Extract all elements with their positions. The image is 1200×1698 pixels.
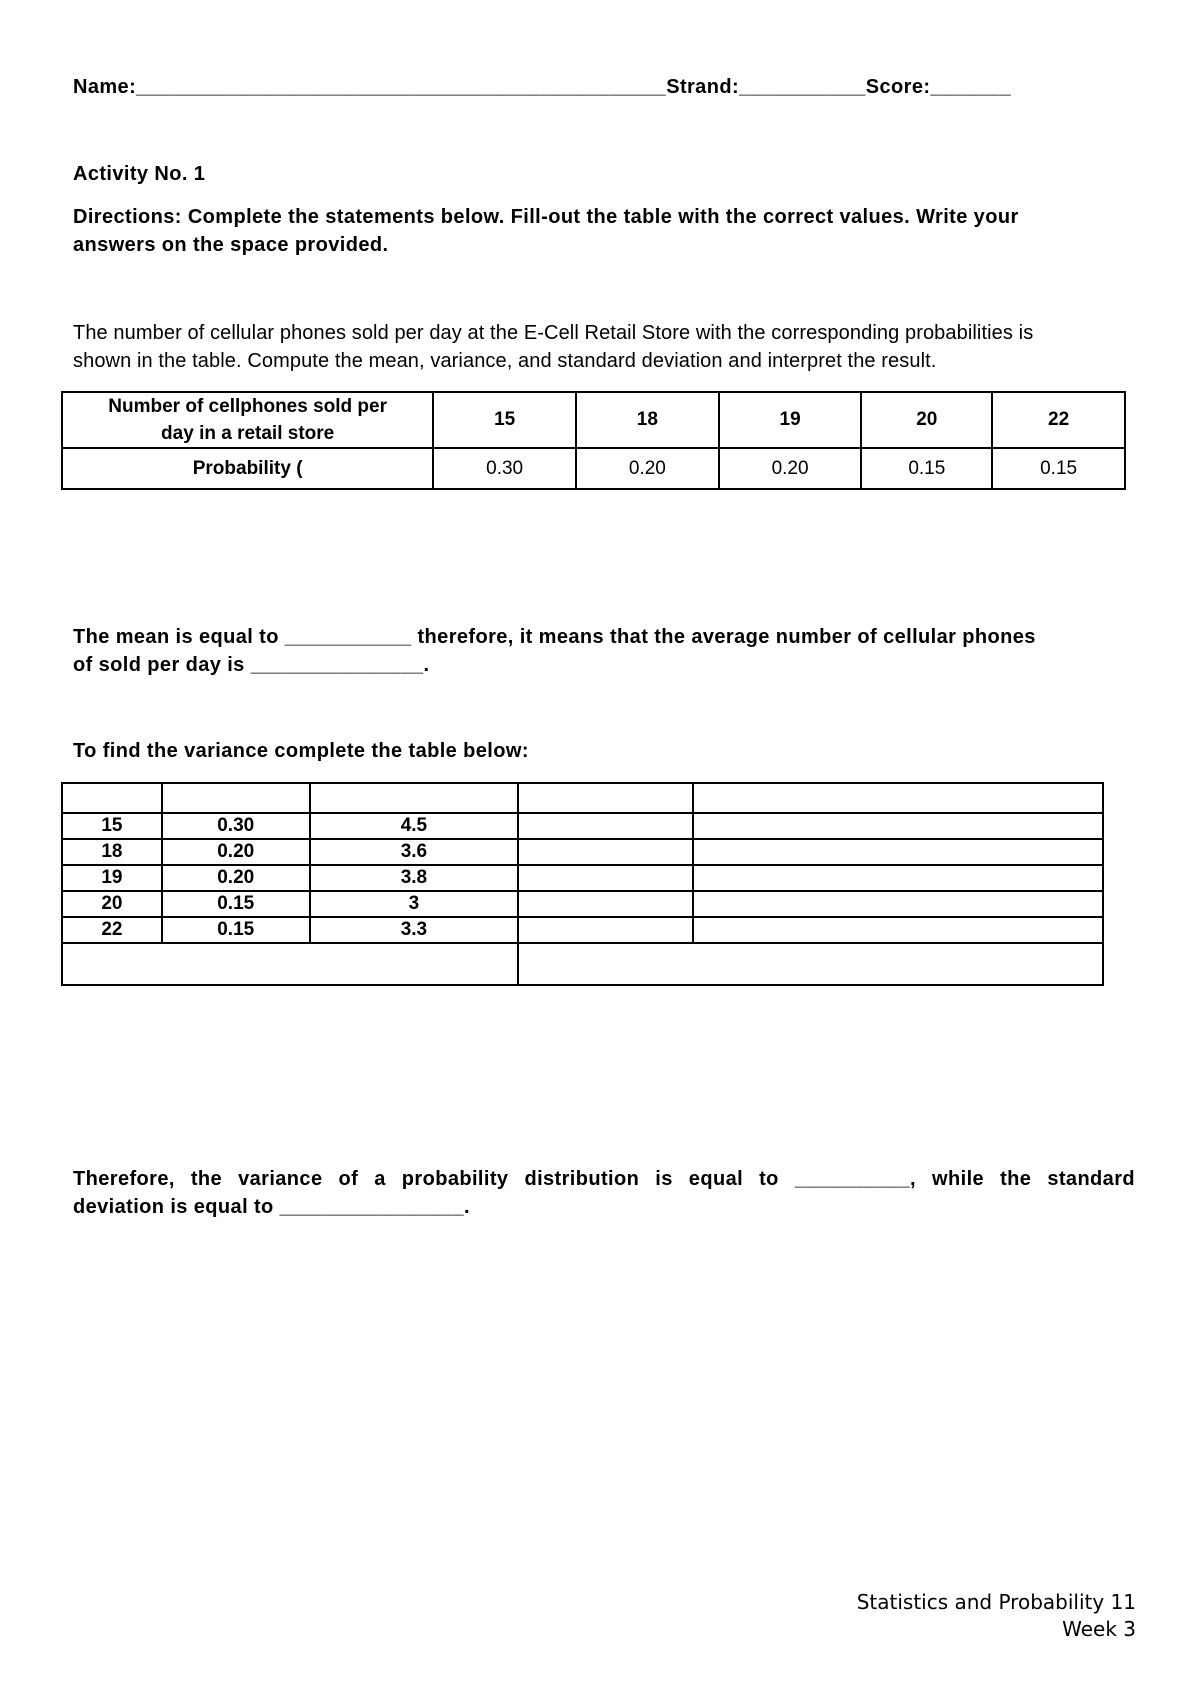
p-cell: 0.15 (162, 917, 310, 943)
table-row (62, 891, 1103, 917)
directions-line-1: Directions: Complete the statements below. Fill-out the table with the correct values. Write your (73, 206, 1019, 228)
table-row (62, 839, 1103, 865)
answer-cell[interactable] (518, 839, 693, 865)
variance-worksheet-table (61, 782, 1104, 986)
table-row (62, 865, 1103, 891)
answer-cell[interactable] (518, 865, 693, 891)
probability-cell: 0.30 (433, 448, 576, 489)
table-header-row (62, 783, 1103, 813)
xp-cell: 3.8 (310, 865, 519, 891)
x-cell: 22 (62, 917, 162, 943)
problem-line-2: shown in the table. Compute the mean, variance, and standard deviation and interpret the result. (73, 350, 937, 372)
name-blank[interactable]: ______________________________________________ (136, 76, 667, 98)
totals-row (62, 943, 1103, 985)
x-value-cell: 19 (719, 392, 862, 448)
answer-cell[interactable] (693, 917, 1103, 943)
directions-line-2: answers on the space provided. (73, 234, 389, 256)
row-label-line-2: day in a retail store (161, 423, 335, 444)
answer-cell[interactable] (693, 891, 1103, 917)
row-label-probability: Probability ( (62, 448, 433, 489)
xp-cell: 3 (310, 891, 519, 917)
answer-cell[interactable] (693, 813, 1103, 839)
x-value-cell: 18 (576, 392, 719, 448)
x-cell: 15 (62, 813, 162, 839)
xp-cell: 3.6 (310, 839, 519, 865)
x-cell: 19 (62, 865, 162, 891)
score-blank[interactable]: _______ (930, 76, 1012, 98)
footer-week: Week 3 (1062, 1617, 1136, 1641)
answer-cell[interactable] (693, 865, 1103, 891)
probability-cell: 0.20 (719, 448, 862, 489)
strand-blank[interactable]: ___________ (739, 76, 866, 98)
score-label: Score: (865, 76, 931, 98)
total-cell-left[interactable] (62, 943, 518, 985)
header-cell[interactable] (310, 783, 519, 813)
conclusion-line-1: Therefore, the variance of a probability distribution is equal to __________, while the standard (73, 1168, 1135, 1190)
x-value-cell: 22 (992, 392, 1125, 448)
header-cell[interactable] (518, 783, 693, 813)
header-cell[interactable] (62, 783, 162, 813)
table-row (62, 448, 1125, 489)
variance-instruction: To find the variance complete the table below: (73, 740, 529, 762)
p-cell: 0.20 (162, 865, 310, 891)
total-cell-right[interactable] (518, 943, 1103, 985)
header-cell[interactable] (693, 783, 1103, 813)
header-cell[interactable] (162, 783, 310, 813)
xp-cell: 3.3 (310, 917, 519, 943)
table-row (62, 917, 1103, 943)
row-label-line-1: Number of cellphones sold per (108, 396, 387, 417)
probability-distribution-table (61, 391, 1126, 490)
table-row (62, 392, 1125, 448)
x-value-cell: 15 (433, 392, 576, 448)
probability-cell: 0.15 (992, 448, 1125, 489)
strand-label: Strand: (666, 76, 740, 98)
answer-cell[interactable] (693, 839, 1103, 865)
problem-line-1: The number of cellular phones sold per day at the E-Cell Retail Store with the corresponding probabilities is (73, 322, 1034, 344)
activity-title: Activity No. 1 (73, 163, 206, 185)
mean-statement-line-2: of sold per day is _______________. (73, 654, 430, 676)
footer-subject: Statistics and Probability 11 (856, 1590, 1136, 1614)
x-value-cell: 20 (861, 392, 992, 448)
x-cell: 18 (62, 839, 162, 865)
name-label: Name: (73, 76, 137, 98)
answer-cell[interactable] (518, 917, 693, 943)
mean-statement-line-1: The mean is equal to ___________ therefore, it means that the average number of cellular phones (73, 626, 1036, 648)
student-info-line (73, 76, 1011, 99)
p-cell: 0.20 (162, 839, 310, 865)
answer-cell[interactable] (518, 813, 693, 839)
probability-cell: 0.20 (576, 448, 719, 489)
probability-cell: 0.15 (861, 448, 992, 489)
p-cell: 0.15 (162, 891, 310, 917)
row-label-cellphones-sold (62, 392, 433, 448)
p-cell: 0.30 (162, 813, 310, 839)
x-cell: 20 (62, 891, 162, 917)
conclusion-line-2: deviation is equal to ________________. (73, 1196, 470, 1218)
xp-cell: 4.5 (310, 813, 519, 839)
answer-cell[interactable] (518, 891, 693, 917)
table-row (62, 813, 1103, 839)
